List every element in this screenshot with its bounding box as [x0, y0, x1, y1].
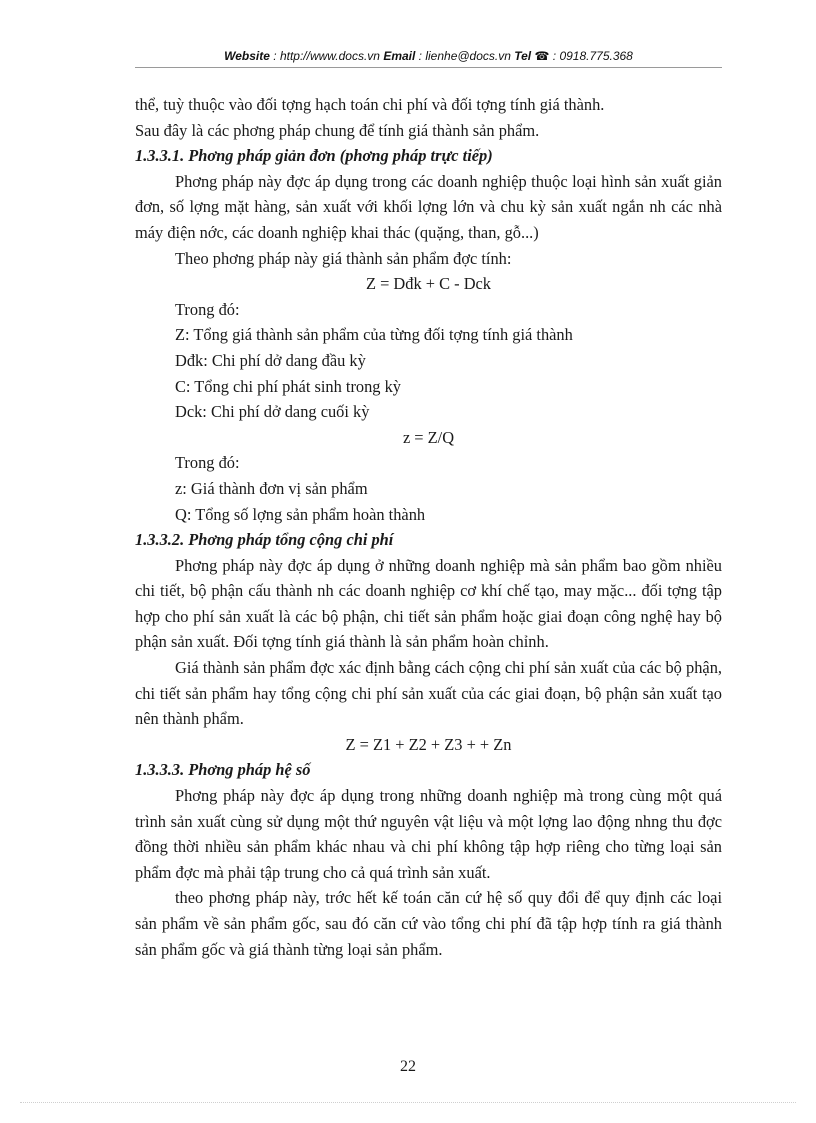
formula-3: Z = Z1 + Z2 + Z3 + + Zn	[345, 734, 512, 754]
paragraph-16: theo phơng pháp này, trớc hết kế toán căn cứ hệ số quy đổi để quy định các loại sản phẩm về sản phẩm gốc, sau đó căn cứ vào tổng chi phí đã tập hợp tính ra giá thành sản phẩm gốc và giá thành từng loại sản phẩm.	[135, 888, 722, 959]
website-label: Website	[224, 49, 270, 63]
paragraph-10: Trong đó:	[175, 453, 240, 473]
paragraph-7: Dđk: Chi phí dở dang đầu kỳ	[175, 350, 366, 370]
paragraph-12: Q: Tổng số lợng sản phẩm hoàn thành	[175, 504, 426, 524]
header-divider	[135, 67, 722, 68]
formula-2: z = Z/Q	[402, 427, 455, 447]
formula-1: Z = Dđk + C - Dck	[365, 274, 491, 294]
paragraph-2: Sau đây là các phơng pháp chung để tính giá thành sản phẩm.	[135, 120, 540, 140]
page-number: 22	[400, 1058, 416, 1075]
tel-label: Tel ☎	[514, 49, 550, 63]
paragraph-4: Theo phơng pháp này giá thành sản phẩm đợc tính:	[175, 248, 512, 268]
paragraph-15: Phơng pháp này đợc áp dụng trong những doanh nghiệp mà trong cùng một quá trình sản xuất cùng sử dụng một thứ nguyên vật liệu và một lợng lao động nhng thu đợc đồng thời nhiều sản phẩm khác nhau và chi phí không tập hợp riêng cho từng loại sản phẩm đợc mà phải tập trung cho cả quá trình sản xuất.	[135, 786, 722, 882]
email-label: Email	[383, 49, 416, 63]
document-body	[135, 92, 722, 962]
heading-1-3-3-2: 1.3.3.2. Phơng pháp tổng cộng chi phí	[135, 530, 394, 550]
paragraph-6: Z: Tổng giá thành sản phẩm của từng đối tợng tính giá thành	[175, 325, 573, 345]
paragraph-8: C: Tổng chi phí phát sinh trong kỳ	[175, 376, 401, 396]
paragraph-13: Phơng pháp này đợc áp dụng ở những doanh nghiệp mà sản phẩm bao gồm nhiều chi tiết, bộ phận cấu thành nh các doanh nghiệp cơ khí chế tạo, may mặc... đối tợng tập hợp cho phí sản xuất là các bộ phận, chi tiết sản phẩm hoặc giai đoạn công nghệ hay bộ phận sản xuất. Đối tợng tính giá thành là sản phẩm hoàn chỉnh.	[135, 555, 722, 652]
paragraph-5: Trong đó:	[175, 299, 240, 319]
heading-1-3-3-1: 1.3.3.1. Phơng pháp giản đơn (phơng pháp trực tiếp)	[135, 146, 493, 166]
paragraph-9: Dck: Chi phí dở dang cuối kỳ	[175, 402, 370, 422]
heading-1-3-3-3: 1.3.3.3. Phơng pháp hệ số	[135, 760, 311, 780]
email-value: : lienhe@docs.vn	[415, 49, 515, 63]
website-value: : http://www.docs.vn	[269, 49, 384, 63]
page-header	[135, 49, 722, 63]
tel-value: : 0918.775.368	[549, 49, 633, 63]
paragraph-1: thể, tuỳ thuộc vào đối tợng hạch toán chi phí và đối tợng tính giá thành.	[135, 95, 605, 114]
page-bottom-border	[20, 1102, 796, 1103]
paragraph-14: Giá thành sản phẩm đợc xác định bằng cách cộng chi phí sản xuất của các bộ phận, chi tiết sản phẩm hay tổng cộng chi phí sản xuất của các giai đoạn, bộ phận sản xuất tạo nên thành phẩm.	[135, 658, 722, 729]
paragraph-3: Phơng pháp này đợc áp dụng trong các doanh nghiệp thuộc loại hình sản xuất giản đơn, số lợng mặt hàng, sản xuất với khối lợng lớn và chu kỳ sản xuất ngắn nh các nhà máy điện nớc, các doanh nghiệp khai thác (quặng, than, gỗ...)	[135, 171, 722, 242]
paragraph-11: z: Giá thành đơn vị sản phẩm	[175, 478, 368, 498]
